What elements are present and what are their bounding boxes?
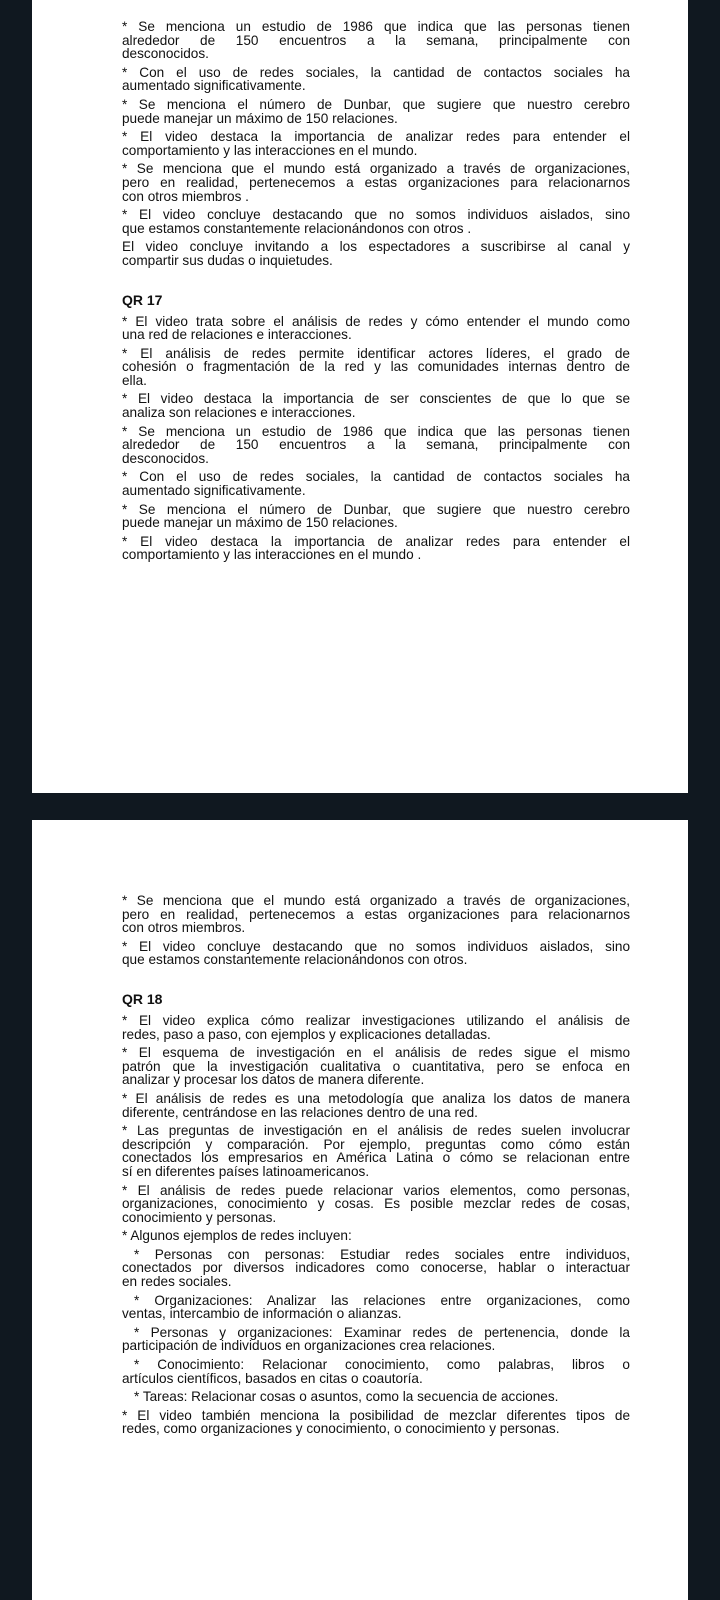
paragraph — [122, 1358, 630, 1385]
text-line: * Personas y organizaciones: Examinar redes de pertenencia, donde la — [134, 1324, 630, 1340]
text-line: * El video concluye destacando que no somos individuos aislados, sino — [122, 938, 630, 954]
paragraph-text — [122, 1014, 630, 1041]
paragraph — [122, 1014, 630, 1041]
text-line: * El video trata sobre el análisis de redes y cómo entender el mundo como — [122, 313, 630, 329]
text-line: analizar y procesar los datos de manera diferente. — [122, 1072, 425, 1088]
paragraph-text — [122, 940, 630, 967]
paragraph — [122, 1124, 630, 1178]
paragraph — [122, 240, 630, 267]
text-line: desconocidos. — [122, 46, 209, 62]
paragraph-text — [122, 1046, 630, 1087]
paragraph — [122, 1294, 630, 1321]
text-line: analiza son relaciones e interacciones. — [122, 405, 356, 421]
text-line: * El video explica cómo realizar investigaciones utilizando el análisis de — [122, 1012, 630, 1028]
text-line: * Con el uso de redes sociales, la cantidad de contactos sociales ha — [122, 64, 630, 80]
text-line: * Se menciona que el mundo está organizado a través de organizaciones, — [122, 161, 630, 177]
text-line: * Las preguntas de investigación en el análisis de redes suelen involucrar — [122, 1123, 630, 1139]
paragraph-text — [122, 1124, 630, 1178]
paragraph-text — [122, 66, 630, 93]
text-line: puede manejar un máximo de 150 relaciones. — [122, 515, 398, 531]
paragraph — [122, 162, 630, 203]
paragraph — [122, 1092, 630, 1119]
paragraph — [122, 1046, 630, 1087]
paragraph — [122, 347, 630, 388]
paragraph — [122, 315, 630, 342]
paragraph-text — [122, 1409, 630, 1436]
paragraph-text — [122, 20, 630, 61]
paragraph — [122, 208, 630, 235]
text-line: ventas, intercambio de información o alianzas. — [122, 1306, 402, 1322]
text-line: * Tareas: Relacionar cosas o asuntos, como la secuencia de acciones. — [134, 1389, 559, 1405]
text-line: * Se menciona que el mundo está organizado a través de organizaciones, — [122, 893, 630, 908]
text-line: organizaciones, conocimiento y cosas. Es posible mezclar redes de cosas, — [122, 1196, 630, 1212]
text-line: * El análisis de redes permite identificar actores líderes, el grado de — [122, 345, 630, 361]
paragraph — [122, 535, 630, 562]
paragraph — [122, 470, 630, 497]
paragraph — [122, 130, 630, 157]
text-line: cohesión o fragmentación de la red y las comunidades internas dentro de — [122, 359, 630, 375]
paragraph-text — [122, 162, 630, 203]
text-line: con otros miembros . — [122, 188, 249, 204]
text-line: * Se menciona un estudio de 1986 que indica que las personas tienen — [122, 423, 630, 439]
text-line: * Algunos ejemplos de redes incluyen: — [122, 1228, 352, 1244]
text-line: * Se menciona un estudio de 1986 que indica que las personas tienen — [122, 19, 630, 34]
text-line: con otros miembros. — [122, 920, 246, 936]
text-line: alrededor de 150 encuentros a la semana, principalmente con — [122, 437, 630, 453]
page-2-content — [122, 894, 630, 1441]
paragraph-text — [122, 503, 630, 530]
section-heading-qr18: QR 18 — [122, 990, 163, 1007]
paragraph-text — [122, 1390, 630, 1404]
text-line: * Personas con personas: Estudiar redes sociales entre individuos, — [134, 1246, 630, 1262]
text-line: redes, como organizaciones y conocimiento, o conocimiento y personas. — [122, 1421, 560, 1437]
paragraph-text — [122, 130, 630, 157]
paragraph-text — [122, 894, 630, 935]
text-line: una red de relaciones e interacciones. — [122, 327, 352, 343]
text-line: * Conocimiento: Relacionar conocimiento, como palabras, libros o — [134, 1357, 630, 1373]
paragraph-text — [122, 347, 630, 388]
text-line: * El video destaca la importancia de analizar redes para entender el — [122, 533, 630, 549]
text-line: * El video también menciona la posibilidad de mezclar diferentes tipos de — [122, 1407, 630, 1423]
text-line: * El análisis de redes puede relacionar varios elementos, como personas, — [122, 1182, 630, 1198]
text-line: redes, paso a paso, con ejemplos y explicaciones detalladas. — [122, 1026, 491, 1042]
paragraph — [122, 1390, 630, 1404]
text-line: aumentado significativamente. — [122, 78, 306, 94]
text-line: * Se menciona el número de Dunbar, que sugiere que nuestro cerebro — [122, 501, 630, 517]
page-1-content — [122, 20, 630, 567]
paragraph — [122, 503, 630, 530]
text-line: en redes sociales. — [122, 1274, 232, 1290]
paragraph-text — [122, 1229, 630, 1243]
text-line: participación de individuos en organizaciones crea relaciones. — [122, 1338, 496, 1354]
document-page-1 — [32, 0, 688, 793]
paragraph-text — [122, 470, 630, 497]
paragraph-text — [122, 315, 630, 342]
text-line: alrededor de 150 encuentros a la semana, principalmente con — [122, 32, 630, 48]
paragraph — [122, 1184, 630, 1225]
paragraph-text — [122, 98, 630, 125]
text-line: pero en realidad, pertenecemos a estas organizaciones para relacionarnos — [122, 174, 630, 190]
text-line: * El video concluye destacando que no somos individuos aislados, sino — [122, 207, 630, 223]
paragraph — [122, 894, 630, 935]
text-line: * El esquema de investigación en el análisis de redes sigue el mismo — [122, 1045, 630, 1061]
paragraph — [122, 1326, 630, 1353]
text-line: conocimiento y personas. — [122, 1209, 277, 1225]
paragraph — [122, 66, 630, 93]
paragraph-text — [122, 1092, 630, 1119]
text-line: * Con el uso de redes sociales, la cantidad de contactos sociales ha — [122, 469, 630, 485]
section-heading-qr17: QR 17 — [122, 291, 163, 308]
text-line: diferente, centrándose en las relaciones dentro de una red. — [122, 1104, 478, 1120]
paragraph-text — [122, 1248, 630, 1289]
text-line: El video concluye invitando a los espectadores a suscribirse al canal y — [122, 239, 630, 255]
paragraph-text — [122, 240, 630, 267]
paragraph-text — [122, 1294, 630, 1321]
text-line: conectados los empresarios en América Latina o cómo se relacionan entre — [122, 1150, 630, 1166]
text-line: descripción y comparación. Por ejemplo, preguntas como cómo están — [122, 1136, 630, 1152]
document-page-2 — [32, 820, 688, 1600]
text-line: desconocidos. — [122, 450, 209, 466]
text-line: que estamos constantemente relacionándonos con otros. — [122, 952, 468, 968]
text-line: ella. — [122, 372, 147, 388]
paragraph-text — [122, 208, 630, 235]
text-line: conectados por diversos indicadores como conocerse, hablar o interactuar — [122, 1260, 630, 1276]
paragraph — [122, 940, 630, 967]
paragraph — [122, 392, 630, 419]
text-line: pero en realidad, pertenecemos a estas organizaciones para relacionarnos — [122, 906, 630, 922]
text-line: que estamos constantemente relacionándonos con otros . — [122, 220, 472, 236]
text-line: puede manejar un máximo de 150 relaciones. — [122, 110, 398, 126]
paragraph-text — [122, 1326, 630, 1353]
text-line: compartir sus dudas o inquietudes. — [122, 252, 333, 268]
text-line: comportamiento y las interacciones en el mundo. — [122, 142, 418, 158]
text-line: sí en diferentes países latinoamericanos. — [122, 1163, 370, 1179]
paragraph-text — [122, 535, 630, 562]
paragraph — [122, 1248, 630, 1289]
paragraph — [122, 1229, 630, 1243]
page-1-paragraphs — [122, 20, 630, 268]
text-line: patrón que la investigación cualitativa o cuantitativa, pero se enfoca en — [122, 1058, 630, 1074]
paragraph-text — [122, 1358, 630, 1385]
text-line: comportamiento y las interacciones en el mundo . — [122, 547, 422, 563]
paragraph-text — [122, 1184, 630, 1225]
paragraph-text — [122, 392, 630, 419]
page-2-qr18-paragraphs — [122, 1014, 630, 1436]
text-line: * El video destaca la importancia de ser conscientes de que lo que se — [122, 391, 630, 407]
paragraph — [122, 425, 630, 466]
text-line: * Se menciona el número de Dunbar, que sugiere que nuestro cerebro — [122, 96, 630, 112]
paragraph-text — [122, 425, 630, 466]
paragraph — [122, 98, 630, 125]
text-line: * El análisis de redes es una metodología que analiza los datos de manera — [122, 1090, 630, 1106]
text-line: artículos científicos, basados en citas o coautoría. — [122, 1370, 423, 1386]
text-line: aumentado significativamente. — [122, 483, 306, 499]
page-2-paragraphs — [122, 894, 630, 967]
paragraph — [122, 20, 630, 61]
paragraph — [122, 1409, 630, 1436]
text-line: * El video destaca la importancia de analizar redes para entender el — [122, 129, 630, 145]
page-1-qr17-paragraphs — [122, 315, 630, 563]
text-line: * Organizaciones: Analizar las relaciones entre organizaciones, como — [134, 1292, 630, 1308]
